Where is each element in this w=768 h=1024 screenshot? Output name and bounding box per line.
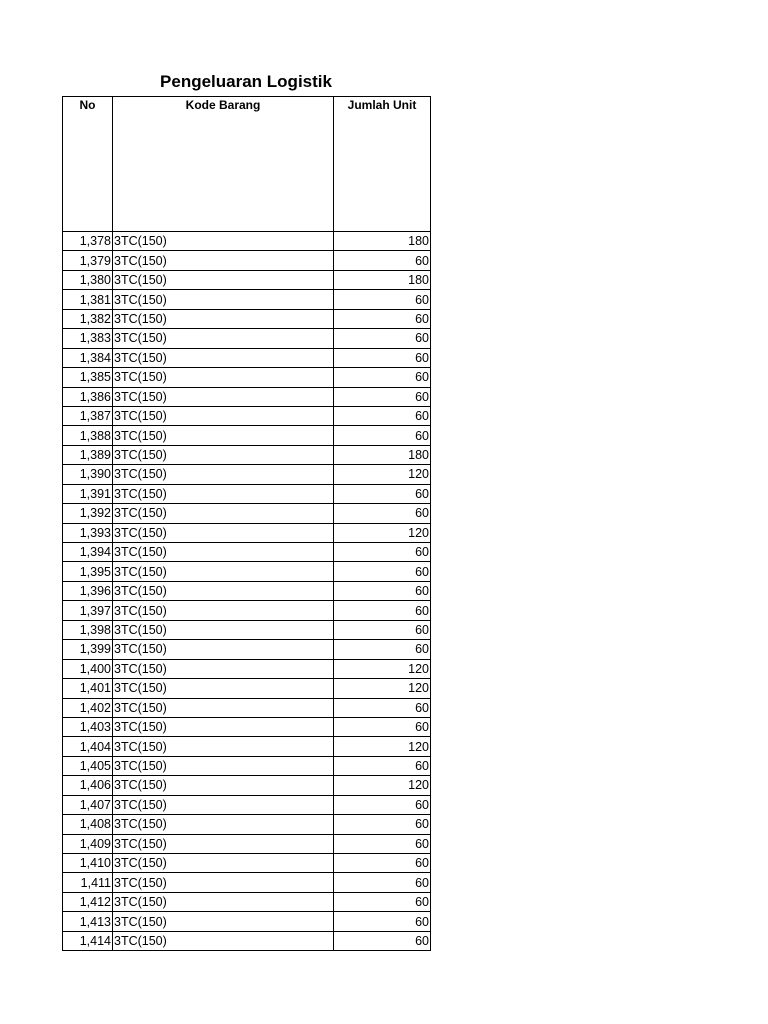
cell-jumlah-unit: 120 [334, 679, 431, 698]
cell-no: 1,411 [63, 873, 113, 892]
table-row [63, 581, 431, 600]
table-row [63, 834, 431, 853]
cell-jumlah-unit: 60 [334, 912, 431, 931]
table-row [63, 679, 431, 698]
cell-jumlah-unit: 120 [334, 776, 431, 795]
cell-no: 1,387 [63, 406, 113, 425]
cell-jumlah-unit: 120 [334, 659, 431, 678]
cell-kode-barang: 3TC(150) [113, 232, 334, 251]
table-row [63, 406, 431, 425]
table-body [63, 232, 431, 951]
cell-no: 1,380 [63, 270, 113, 289]
cell-no: 1,384 [63, 348, 113, 367]
table-row [63, 873, 431, 892]
table-row [63, 445, 431, 464]
table-row [63, 659, 431, 678]
cell-jumlah-unit: 120 [334, 523, 431, 542]
cell-no: 1,404 [63, 737, 113, 756]
cell-jumlah-unit: 180 [334, 232, 431, 251]
cell-kode-barang: 3TC(150) [113, 834, 334, 853]
cell-no: 1,385 [63, 368, 113, 387]
cell-jumlah-unit: 60 [334, 892, 431, 911]
cell-no: 1,394 [63, 543, 113, 562]
cell-jumlah-unit: 180 [334, 445, 431, 464]
cell-jumlah-unit: 60 [334, 815, 431, 834]
cell-jumlah-unit: 60 [334, 309, 431, 328]
table-row [63, 892, 431, 911]
cell-jumlah-unit: 60 [334, 484, 431, 503]
cell-kode-barang: 3TC(150) [113, 737, 334, 756]
cell-no: 1,382 [63, 309, 113, 328]
cell-kode-barang: 3TC(150) [113, 892, 334, 911]
cell-jumlah-unit: 60 [334, 543, 431, 562]
cell-kode-barang: 3TC(150) [113, 309, 334, 328]
cell-no: 1,406 [63, 776, 113, 795]
cell-jumlah-unit: 60 [334, 406, 431, 425]
table-row [63, 815, 431, 834]
cell-kode-barang: 3TC(150) [113, 854, 334, 873]
cell-jumlah-unit: 60 [334, 756, 431, 775]
cell-kode-barang: 3TC(150) [113, 251, 334, 270]
cell-no: 1,390 [63, 465, 113, 484]
cell-kode-barang: 3TC(150) [113, 562, 334, 581]
cell-kode-barang: 3TC(150) [113, 484, 334, 503]
cell-no: 1,397 [63, 601, 113, 620]
table-row [63, 484, 431, 503]
table-row [63, 329, 431, 348]
cell-kode-barang: 3TC(150) [113, 698, 334, 717]
cell-jumlah-unit: 60 [334, 834, 431, 853]
cell-no: 1,395 [63, 562, 113, 581]
cell-kode-barang: 3TC(150) [113, 873, 334, 892]
logistics-table [62, 96, 431, 951]
cell-kode-barang: 3TC(150) [113, 620, 334, 639]
cell-kode-barang: 3TC(150) [113, 290, 334, 309]
table-row [63, 717, 431, 736]
cell-jumlah-unit: 60 [334, 290, 431, 309]
cell-no: 1,383 [63, 329, 113, 348]
table-row [63, 756, 431, 775]
cell-no: 1,414 [63, 931, 113, 950]
cell-jumlah-unit: 60 [334, 717, 431, 736]
table-row [63, 795, 431, 814]
table-row [63, 698, 431, 717]
table-row [63, 504, 431, 523]
table-row [63, 931, 431, 950]
cell-no: 1,401 [63, 679, 113, 698]
cell-kode-barang: 3TC(150) [113, 543, 334, 562]
cell-no: 1,409 [63, 834, 113, 853]
table-row [63, 523, 431, 542]
cell-no: 1,389 [63, 445, 113, 464]
cell-kode-barang: 3TC(150) [113, 679, 334, 698]
cell-no: 1,391 [63, 484, 113, 503]
cell-no: 1,378 [63, 232, 113, 251]
cell-kode-barang: 3TC(150) [113, 504, 334, 523]
cell-kode-barang: 3TC(150) [113, 445, 334, 464]
cell-jumlah-unit: 60 [334, 620, 431, 639]
cell-jumlah-unit: 60 [334, 348, 431, 367]
cell-kode-barang: 3TC(150) [113, 348, 334, 367]
table-header-row [63, 97, 431, 232]
table-row [63, 387, 431, 406]
cell-jumlah-unit: 60 [334, 931, 431, 950]
cell-jumlah-unit: 60 [334, 640, 431, 659]
cell-no: 1,405 [63, 756, 113, 775]
cell-jumlah-unit: 120 [334, 737, 431, 756]
cell-jumlah-unit: 60 [334, 601, 431, 620]
cell-jumlah-unit: 60 [334, 504, 431, 523]
table-row [63, 737, 431, 756]
table-row [63, 620, 431, 639]
cell-jumlah-unit: 60 [334, 251, 431, 270]
cell-kode-barang: 3TC(150) [113, 368, 334, 387]
cell-kode-barang: 3TC(150) [113, 329, 334, 348]
table-row [63, 309, 431, 328]
header-kode-barang: Kode Barang [113, 97, 334, 232]
table-row [63, 290, 431, 309]
cell-jumlah-unit: 60 [334, 854, 431, 873]
cell-no: 1,388 [63, 426, 113, 445]
table-row [63, 270, 431, 289]
cell-no: 1,407 [63, 795, 113, 814]
cell-jumlah-unit: 60 [334, 873, 431, 892]
cell-kode-barang: 3TC(150) [113, 523, 334, 542]
table-row [63, 543, 431, 562]
cell-jumlah-unit: 60 [334, 329, 431, 348]
cell-kode-barang: 3TC(150) [113, 659, 334, 678]
cell-no: 1,410 [63, 854, 113, 873]
table-row [63, 562, 431, 581]
cell-no: 1,402 [63, 698, 113, 717]
cell-kode-barang: 3TC(150) [113, 387, 334, 406]
table-row [63, 232, 431, 251]
table-row [63, 912, 431, 931]
cell-no: 1,399 [63, 640, 113, 659]
cell-kode-barang: 3TC(150) [113, 601, 334, 620]
cell-no: 1,379 [63, 251, 113, 270]
cell-no: 1,381 [63, 290, 113, 309]
cell-kode-barang: 3TC(150) [113, 815, 334, 834]
cell-kode-barang: 3TC(150) [113, 756, 334, 775]
cell-kode-barang: 3TC(150) [113, 426, 334, 445]
cell-kode-barang: 3TC(150) [113, 795, 334, 814]
cell-no: 1,408 [63, 815, 113, 834]
cell-jumlah-unit: 60 [334, 581, 431, 600]
cell-kode-barang: 3TC(150) [113, 912, 334, 931]
cell-no: 1,393 [63, 523, 113, 542]
cell-kode-barang: 3TC(150) [113, 270, 334, 289]
cell-jumlah-unit: 60 [334, 387, 431, 406]
cell-no: 1,392 [63, 504, 113, 523]
cell-jumlah-unit: 180 [334, 270, 431, 289]
table-row [63, 854, 431, 873]
header-no: No [63, 97, 113, 232]
cell-no: 1,386 [63, 387, 113, 406]
header-jumlah-unit: Jumlah Unit [334, 97, 431, 232]
cell-kode-barang: 3TC(150) [113, 465, 334, 484]
cell-no: 1,412 [63, 892, 113, 911]
cell-no: 1,396 [63, 581, 113, 600]
cell-jumlah-unit: 60 [334, 795, 431, 814]
document-title: Pengeluaran Logistik [160, 72, 332, 91]
cell-kode-barang: 3TC(150) [113, 640, 334, 659]
cell-jumlah-unit: 60 [334, 698, 431, 717]
cell-kode-barang: 3TC(150) [113, 776, 334, 795]
cell-kode-barang: 3TC(150) [113, 406, 334, 425]
table-row [63, 251, 431, 270]
cell-jumlah-unit: 120 [334, 465, 431, 484]
cell-jumlah-unit: 60 [334, 368, 431, 387]
table-row [63, 426, 431, 445]
cell-kode-barang: 3TC(150) [113, 581, 334, 600]
table-row [63, 601, 431, 620]
table-row [63, 776, 431, 795]
cell-no: 1,398 [63, 620, 113, 639]
cell-kode-barang: 3TC(150) [113, 717, 334, 736]
cell-no: 1,400 [63, 659, 113, 678]
cell-no: 1,403 [63, 717, 113, 736]
table-row [63, 348, 431, 367]
table-row [63, 640, 431, 659]
table-row [63, 465, 431, 484]
cell-jumlah-unit: 60 [334, 426, 431, 445]
cell-kode-barang: 3TC(150) [113, 931, 334, 950]
cell-no: 1,413 [63, 912, 113, 931]
table-row [63, 368, 431, 387]
cell-jumlah-unit: 60 [334, 562, 431, 581]
